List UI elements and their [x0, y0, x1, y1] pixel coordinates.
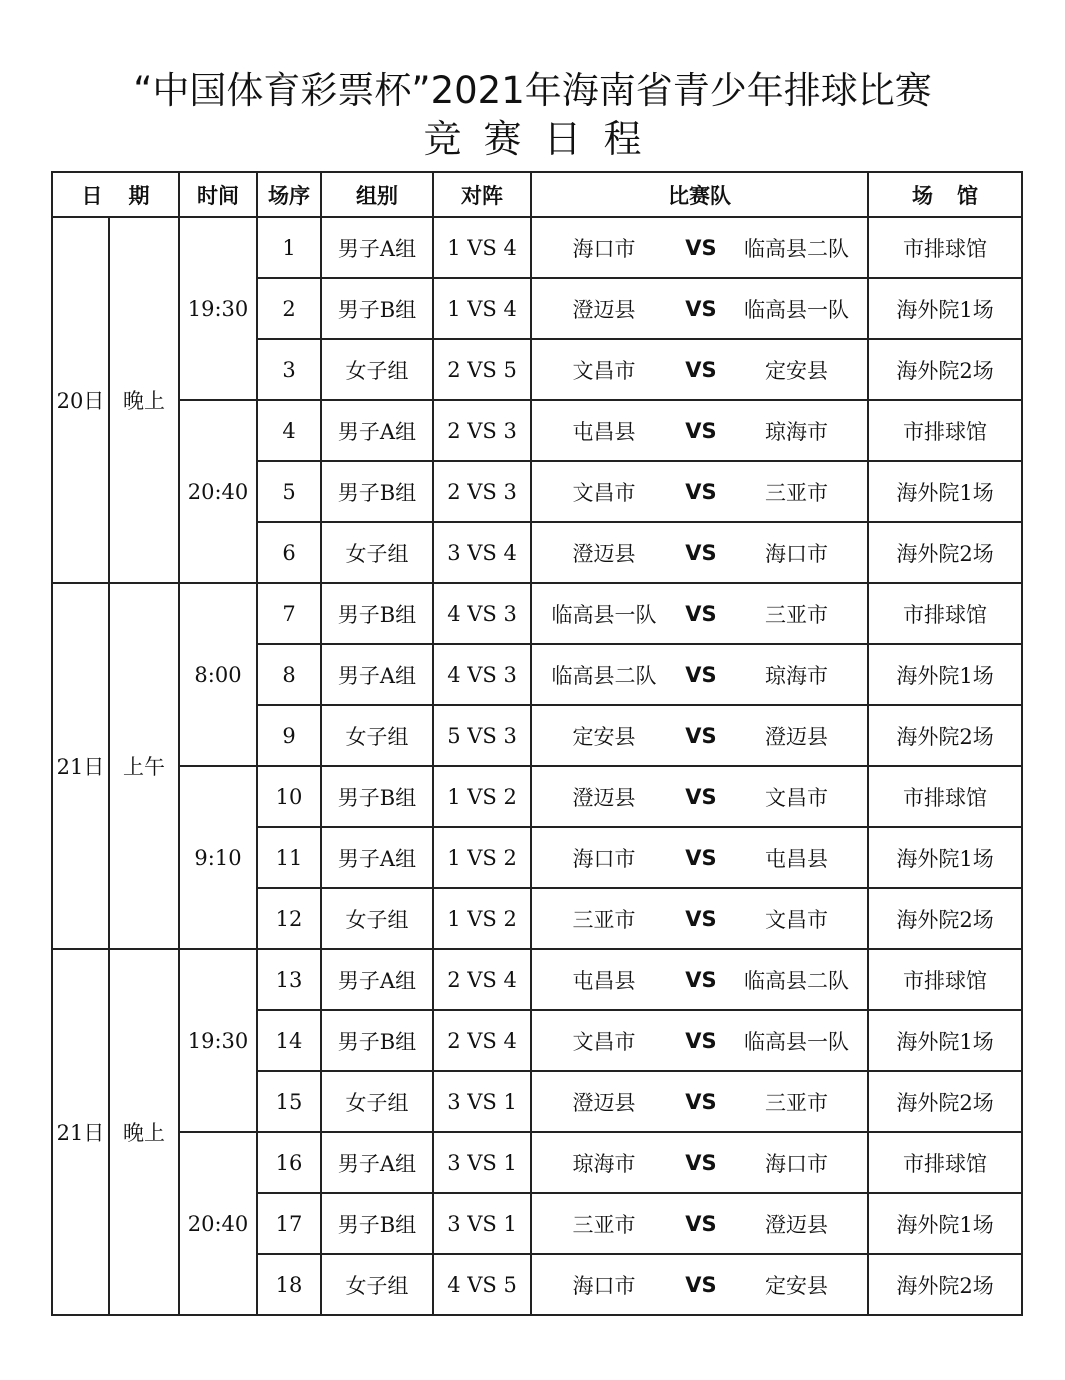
table-row: [52, 583, 1022, 644]
venue-cell: 市排球馆: [868, 217, 1022, 278]
group-cell: 男子A组: [321, 827, 433, 888]
time-cell: 19:30: [179, 949, 257, 1132]
time-cell: 8:00: [179, 583, 257, 766]
header-group: 组别: [321, 172, 433, 217]
team1-cell: 三亚市: [531, 1193, 676, 1254]
match-no-cell: 10: [257, 766, 321, 827]
team1-cell: 临高县二队: [531, 644, 676, 705]
venue-cell: 海外院1场: [868, 1010, 1022, 1071]
match-no-cell: 4: [257, 400, 321, 461]
time-cell: 20:40: [179, 1132, 257, 1315]
header-date: 日期: [52, 172, 179, 217]
group-cell: 男子A组: [321, 217, 433, 278]
match-no-cell: 6: [257, 522, 321, 583]
team1-cell: 海口市: [531, 827, 676, 888]
team2-cell: 澄迈县: [726, 1193, 868, 1254]
venue-cell: 市排球馆: [868, 949, 1022, 1010]
pairing-cell: 3 VS 1: [433, 1132, 531, 1193]
team2-cell: 定安县: [726, 1254, 868, 1315]
venue-cell: 海外院2场: [868, 888, 1022, 949]
vs-cell: VS: [676, 583, 726, 644]
venue-cell: 市排球馆: [868, 766, 1022, 827]
vs-cell: VS: [676, 278, 726, 339]
vs-cell: VS: [676, 400, 726, 461]
venue-cell: 市排球馆: [868, 1132, 1022, 1193]
group-cell: 男子B组: [321, 278, 433, 339]
match-no-cell: 2: [257, 278, 321, 339]
team2-cell: 三亚市: [726, 583, 868, 644]
team2-cell: 三亚市: [726, 1071, 868, 1132]
table-row: [52, 400, 1022, 461]
team1-cell: 澄迈县: [531, 766, 676, 827]
match-no-cell: 8: [257, 644, 321, 705]
table-row: [52, 949, 1022, 1010]
match-no-cell: 16: [257, 1132, 321, 1193]
team1-cell: 文昌市: [531, 339, 676, 400]
group-cell: 男子A组: [321, 1132, 433, 1193]
table-row: [52, 217, 1022, 278]
team1-cell: 屯昌县: [531, 949, 676, 1010]
session-cell: 晚上: [109, 217, 179, 583]
document-title: “中国体育彩票杯”2021年海南省青少年排球比赛: [133, 69, 932, 112]
venue-cell: 市排球馆: [868, 583, 1022, 644]
match-no-cell: 13: [257, 949, 321, 1010]
team1-cell: 文昌市: [531, 1010, 676, 1071]
venue-cell: 海外院2场: [868, 522, 1022, 583]
day-cell: 21日: [52, 949, 109, 1315]
match-no-cell: 3: [257, 339, 321, 400]
group-cell: 男子B组: [321, 583, 433, 644]
document-subtitle: 竞赛日程: [423, 117, 664, 161]
match-no-cell: 17: [257, 1193, 321, 1254]
vs-cell: VS: [676, 644, 726, 705]
pairing-cell: 1 VS 2: [433, 827, 531, 888]
vs-cell: VS: [676, 339, 726, 400]
team2-cell: 临高县一队: [726, 278, 868, 339]
team2-cell: 海口市: [726, 522, 868, 583]
header-time: 时间: [179, 172, 257, 217]
pairing-cell: 1 VS 4: [433, 217, 531, 278]
header-venue: 场馆: [868, 172, 1022, 217]
time-cell: 20:40: [179, 400, 257, 583]
group-cell: 男子A组: [321, 400, 433, 461]
time-cell: 19:30: [179, 217, 257, 400]
team2-cell: 临高县一队: [726, 1010, 868, 1071]
group-cell: 女子组: [321, 522, 433, 583]
table-row: [52, 766, 1022, 827]
pairing-cell: 1 VS 4: [433, 278, 531, 339]
vs-cell: VS: [676, 705, 726, 766]
day-cell: 20日: [52, 217, 109, 583]
team2-cell: 琼海市: [726, 400, 868, 461]
vs-cell: VS: [676, 1193, 726, 1254]
vs-cell: VS: [676, 461, 726, 522]
team2-cell: 定安县: [726, 339, 868, 400]
venue-cell: 海外院2场: [868, 1254, 1022, 1315]
venue-cell: 海外院2场: [868, 705, 1022, 766]
group-cell: 男子B组: [321, 766, 433, 827]
pairing-cell: 1 VS 2: [433, 888, 531, 949]
group-cell: 女子组: [321, 1071, 433, 1132]
pairing-cell: 2 VS 4: [433, 1010, 531, 1071]
pairing-cell: 2 VS 4: [433, 949, 531, 1010]
vs-cell: VS: [676, 766, 726, 827]
team1-cell: 琼海市: [531, 1132, 676, 1193]
group-cell: 男子B组: [321, 461, 433, 522]
day-cell: 21日: [52, 583, 109, 949]
group-cell: 女子组: [321, 888, 433, 949]
vs-cell: VS: [676, 1132, 726, 1193]
team1-cell: 文昌市: [531, 461, 676, 522]
match-no-cell: 11: [257, 827, 321, 888]
time-cell: 9:10: [179, 766, 257, 949]
pairing-cell: 3 VS 1: [433, 1071, 531, 1132]
table-row: [52, 1132, 1022, 1193]
group-cell: 男子B组: [321, 1010, 433, 1071]
team2-cell: 临高县二队: [726, 217, 868, 278]
team1-cell: 澄迈县: [531, 522, 676, 583]
team1-cell: 屯昌县: [531, 400, 676, 461]
vs-cell: VS: [676, 1254, 726, 1315]
match-no-cell: 15: [257, 1071, 321, 1132]
vs-cell: VS: [676, 522, 726, 583]
venue-cell: 海外院2场: [868, 1071, 1022, 1132]
team2-cell: 文昌市: [726, 766, 868, 827]
group-cell: 男子A组: [321, 949, 433, 1010]
venue-cell: 海外院2场: [868, 339, 1022, 400]
match-no-cell: 18: [257, 1254, 321, 1315]
team2-cell: 文昌市: [726, 888, 868, 949]
venue-cell: 海外院1场: [868, 278, 1022, 339]
vs-cell: VS: [676, 1010, 726, 1071]
header-teams: 比赛队: [531, 172, 868, 217]
pairing-cell: 3 VS 4: [433, 522, 531, 583]
vs-cell: VS: [676, 949, 726, 1010]
team1-cell: 海口市: [531, 1254, 676, 1315]
team1-cell: 澄迈县: [531, 278, 676, 339]
pairing-cell: 1 VS 2: [433, 766, 531, 827]
group-cell: 男子A组: [321, 644, 433, 705]
team2-cell: 三亚市: [726, 461, 868, 522]
vs-cell: VS: [676, 1071, 726, 1132]
pairing-cell: 4 VS 3: [433, 583, 531, 644]
header-row: [52, 172, 1022, 217]
group-cell: 女子组: [321, 1254, 433, 1315]
venue-cell: 海外院1场: [868, 1193, 1022, 1254]
match-no-cell: 9: [257, 705, 321, 766]
team1-cell: 定安县: [531, 705, 676, 766]
venue-cell: 海外院1场: [868, 827, 1022, 888]
venue-cell: 海外院1场: [868, 644, 1022, 705]
team1-cell: 海口市: [531, 217, 676, 278]
schedule-table: [51, 171, 1023, 1316]
pairing-cell: 5 VS 3: [433, 705, 531, 766]
venue-cell: 海外院1场: [868, 461, 1022, 522]
vs-cell: VS: [676, 217, 726, 278]
header-pairing: 对阵: [433, 172, 531, 217]
pairing-cell: 2 VS 3: [433, 400, 531, 461]
session-cell: 上午: [109, 583, 179, 949]
team2-cell: 屯昌县: [726, 827, 868, 888]
group-cell: 女子组: [321, 705, 433, 766]
match-no-cell: 7: [257, 583, 321, 644]
pairing-cell: 2 VS 5: [433, 339, 531, 400]
pairing-cell: 4 VS 5: [433, 1254, 531, 1315]
team2-cell: 海口市: [726, 1132, 868, 1193]
group-cell: 女子组: [321, 339, 433, 400]
match-no-cell: 12: [257, 888, 321, 949]
match-no-cell: 1: [257, 217, 321, 278]
team1-cell: 三亚市: [531, 888, 676, 949]
vs-cell: VS: [676, 888, 726, 949]
team1-cell: 临高县一队: [531, 583, 676, 644]
pairing-cell: 4 VS 3: [433, 644, 531, 705]
team2-cell: 琼海市: [726, 644, 868, 705]
pairing-cell: 2 VS 3: [433, 461, 531, 522]
header-match-no: 场序: [257, 172, 321, 217]
group-cell: 男子B组: [321, 1193, 433, 1254]
match-no-cell: 5: [257, 461, 321, 522]
pairing-cell: 3 VS 1: [433, 1193, 531, 1254]
venue-cell: 市排球馆: [868, 400, 1022, 461]
team1-cell: 澄迈县: [531, 1071, 676, 1132]
team2-cell: 临高县二队: [726, 949, 868, 1010]
team2-cell: 澄迈县: [726, 705, 868, 766]
match-no-cell: 14: [257, 1010, 321, 1071]
session-cell: 晚上: [109, 949, 179, 1315]
vs-cell: VS: [676, 827, 726, 888]
